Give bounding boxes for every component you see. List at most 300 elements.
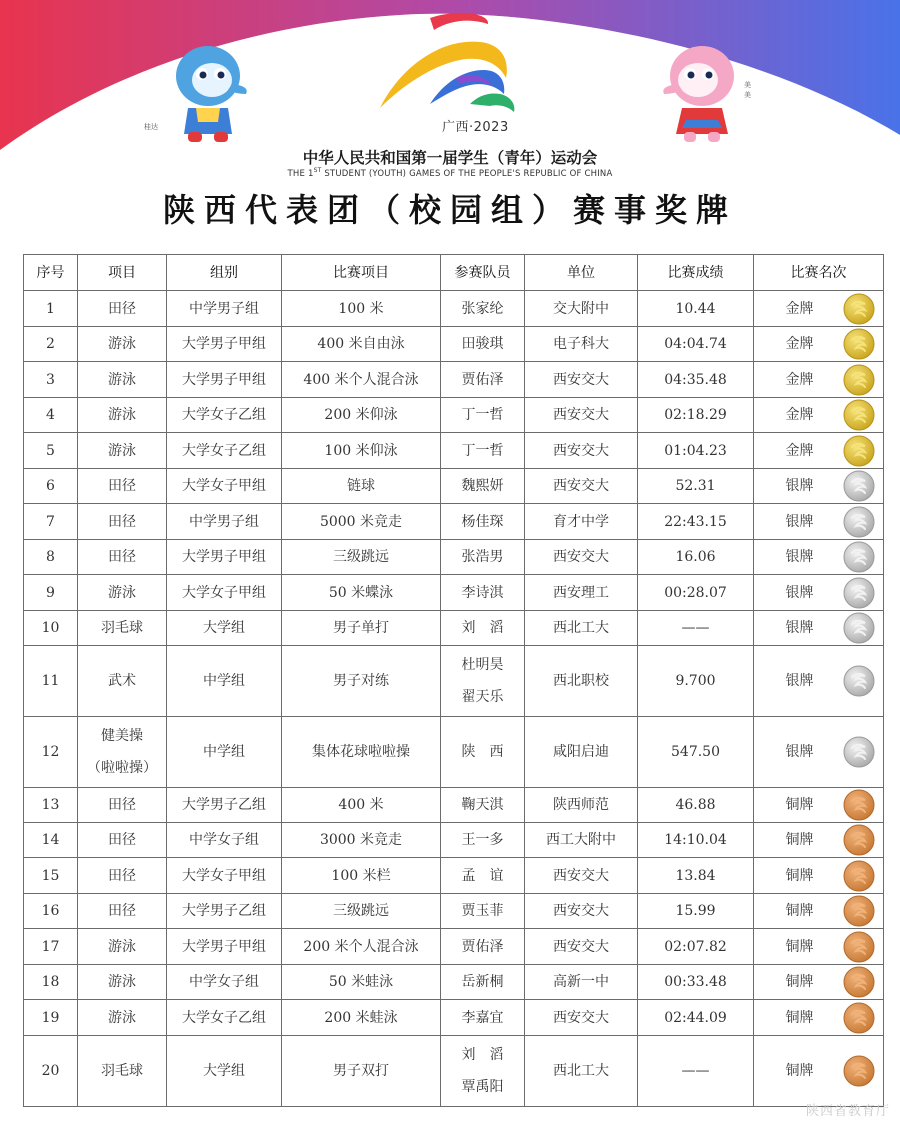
gold-medal-icon [843,293,875,325]
event-cell [282,611,441,646]
column-header: 比赛名次 [754,255,884,291]
bronze-medal-icon [843,789,875,821]
event-cell [282,1036,441,1107]
event-cell-text: 男子对练 [333,673,389,689]
event-cell [282,469,441,504]
event-cell-text: 50 米蝶泳 [328,584,394,601]
row-number [24,611,78,646]
result-cell [638,362,754,398]
bronze-medal-icon [843,931,875,963]
table-row [24,362,884,398]
result-cell-text: 02:18.29 [664,407,727,423]
row-number [24,717,78,788]
athlete-cell [441,611,525,646]
group-cell [167,858,282,894]
sport-cell-text: 田径 [108,867,136,884]
group-cell-text: 中学男子组 [189,513,259,530]
dolphin-mascot-left [144,36,258,152]
row-number [24,291,78,327]
rank-cell [754,504,884,540]
group-cell-text: 大学男子甲组 [182,938,266,955]
row-number [24,469,78,504]
medal-label: 银牌 [785,620,814,636]
unit-cell [525,823,638,858]
sport-cell [78,398,167,433]
unit-cell [525,362,638,398]
medal-label: 银牌 [785,478,814,494]
sport-cell [78,1036,167,1107]
sport-cell-text: 游泳 [108,1009,136,1026]
column-header: 参赛队员 [441,255,525,291]
row-number [24,858,78,894]
row-number [24,327,78,362]
result-cell-text: 14:10.04 [664,832,727,848]
result-cell-text: —— [681,620,710,636]
result-cell [638,646,754,717]
group-cell-text: 大学女子乙组 [182,442,266,459]
unit-cell-text: 陕西师范 [553,797,609,813]
sport-cell-text: 游泳 [108,584,136,601]
result-cell [638,540,754,575]
athlete-cell [441,823,525,858]
event-cell-text: 链球 [347,478,375,494]
group-cell [167,965,282,1000]
group-cell-text: 中学男子组 [189,300,259,317]
group-cell [167,611,282,646]
event-cell-text: 200 米个人混合泳 [303,938,419,955]
row-number-text: 17 [41,938,60,955]
group-cell [167,469,282,504]
medal-label: 铜牌 [785,903,814,919]
event-cell [282,788,441,823]
athlete-cell [441,858,525,894]
result-cell [638,291,754,327]
watermark: 陕西省教育厅 [805,1104,890,1119]
table-row [24,965,884,1000]
athlete-cell [441,398,525,433]
event-cell-text: 100 米栏 [331,867,391,884]
result-cell [638,611,754,646]
rank-cell [754,291,884,327]
athlete-cell [441,433,525,469]
row-number [24,894,78,929]
athlete-cell [441,646,525,717]
row-number-text: 7 [46,513,55,530]
group-cell [167,894,282,929]
sport-cell-text: 田径 [108,832,136,848]
group-cell-text: 大学男子甲组 [182,371,266,388]
row-number-text: 10 [41,620,60,636]
group-cell [167,788,282,823]
sport-cell-text: 羽毛球 [101,1063,143,1079]
sport-cell [78,575,167,611]
athlete-cell-text: 张家纶 [461,300,504,317]
sport-cell [78,327,167,362]
athlete-cell [441,327,525,362]
unit-cell-text: 高新一中 [553,974,609,990]
sport-cell-text: 游泳 [108,407,136,423]
athlete-cell-text: 杨佳琛 [461,513,504,530]
unit-cell-text: 西北职校 [553,673,609,689]
row-number-text: 3 [46,371,55,388]
result-cell [638,469,754,504]
result-cell [638,1036,754,1107]
unit-cell-text: 交大附中 [553,300,609,317]
athlete-cell [441,469,525,504]
medal-label: 银牌 [785,673,814,689]
column-header: 比赛成绩 [638,255,754,291]
event-cell [282,540,441,575]
row-number-text: 8 [46,549,55,565]
medal-label: 铜牌 [785,974,814,990]
games-title: 中华人民共和国第一届学生（青年）运动会 [302,149,598,167]
rank-cell [754,646,884,717]
athlete-cell-text: 王一多 [461,832,504,848]
rank-cell [754,469,884,504]
medal-label: 铜牌 [785,797,814,813]
unit-cell-text: 西安交大 [553,549,609,565]
result-cell-text: 04:35.48 [664,371,727,388]
event-cell-text: 100 米仰泳 [324,442,398,459]
sport-cell-text: 游泳 [108,974,136,990]
unit-cell [525,894,638,929]
gold-medal-icon [843,435,875,467]
sport-cell-text: 武术 [108,673,136,689]
medal-label: 铜牌 [785,867,814,884]
sport-cell-text-line2: （啦啦操） [87,760,157,776]
athlete-cell-text-line2: 翟天乐 [461,689,504,705]
row-number-text: 15 [41,867,60,884]
table-row [24,858,884,894]
row-number-text: 13 [41,797,60,813]
athlete-cell [441,504,525,540]
result-cell-text: 10.44 [675,300,716,317]
event-cell [282,327,441,362]
group-cell-text: 大学女子乙组 [182,407,266,423]
unit-cell [525,788,638,823]
group-cell [167,717,282,788]
event-cell [282,858,441,894]
unit-cell [525,575,638,611]
event-cell-text: 200 米蛙泳 [324,1009,398,1026]
event-cell-text: 3000 米竞走 [319,832,403,848]
table-row [24,291,884,327]
group-cell-text: 中学组 [203,744,245,760]
result-cell-text: 00:33.48 [664,974,727,990]
unit-cell-text: 西北工大 [553,1063,609,1079]
event-cell-text: 集体花球啦啦操 [312,744,410,760]
event-cell [282,1000,441,1036]
result-cell [638,504,754,540]
unit-cell [525,929,638,965]
event-cell-text: 三级跳远 [333,549,389,565]
event-cell-text: 三级跳远 [333,903,389,919]
medal-label: 金牌 [785,300,814,317]
rank-cell [754,717,884,788]
silver-medal-icon [843,577,875,609]
sport-cell [78,469,167,504]
rank-cell [754,929,884,965]
event-cell-text: 400 米自由泳 [317,336,405,352]
unit-cell-text: 咸阳启迪 [553,744,609,760]
unit-cell [525,540,638,575]
group-cell [167,504,282,540]
sport-cell-text: 健美操 [101,728,143,744]
event-cell [282,965,441,1000]
sport-cell [78,291,167,327]
row-number-text: 5 [46,442,55,459]
unit-cell [525,291,638,327]
event-cell [282,646,441,717]
rank-cell [754,575,884,611]
group-cell [167,433,282,469]
group-cell [167,646,282,717]
mascot-left-name: 桂达 [144,123,158,131]
table-row [24,575,884,611]
group-cell-text: 中学女子组 [189,974,259,990]
result-cell [638,327,754,362]
silver-medal-icon [843,665,875,697]
athlete-cell-text-line2: 覃禹阳 [461,1079,504,1095]
sport-cell [78,433,167,469]
sport-cell-text: 田径 [108,513,136,530]
medal-label: 铜牌 [785,1063,814,1079]
table-row [24,717,884,788]
medal-label: 金牌 [785,442,814,459]
sport-cell-text: 游泳 [108,938,136,955]
athlete-cell [441,894,525,929]
table-row [24,611,884,646]
event-cell [282,575,441,611]
sport-cell-text: 田径 [108,300,136,317]
bronze-medal-icon [843,1002,875,1034]
unit-cell-text: 西工大附中 [546,832,616,848]
row-number-text: 4 [46,407,55,423]
event-cell [282,823,441,858]
result-cell-text: 52.31 [675,478,716,494]
sport-cell-text: 田径 [108,549,136,565]
athlete-cell-text: 丁一哲 [461,407,504,423]
row-number-text: 12 [41,744,60,760]
row-number-text: 14 [41,832,60,848]
table-row [24,1000,884,1036]
column-header: 项目 [78,255,167,291]
silver-medal-icon [843,470,875,502]
unit-cell [525,469,638,504]
sport-cell [78,858,167,894]
medal-label: 银牌 [785,584,814,601]
table-row [24,894,884,929]
gold-medal-icon [843,364,875,396]
rank-cell [754,540,884,575]
silver-medal-icon [843,612,875,644]
athlete-cell [441,1036,525,1107]
athlete-cell-text: 贾佑泽 [461,371,504,388]
athlete-cell [441,965,525,1000]
athlete-cell [441,291,525,327]
event-cell-text: 400 米 [338,797,384,813]
sport-cell [78,504,167,540]
athlete-cell-text: 贾玉菲 [461,903,504,919]
group-cell-text: 中学组 [203,673,245,689]
table-row [24,929,884,965]
event-cell [282,433,441,469]
group-cell-text: 大学女子甲组 [182,867,266,884]
rank-cell [754,433,884,469]
page-title: 陕西代表团（校园组）赛事奖牌 [162,191,737,229]
group-cell-text: 大学组 [203,620,245,636]
row-number [24,646,78,717]
event-cell [282,504,441,540]
medal-label: 银牌 [785,549,814,565]
unit-cell-text: 西北工大 [553,620,609,636]
group-cell [167,362,282,398]
athlete-cell-text: 刘 滔 [461,1047,504,1063]
rank-cell [754,823,884,858]
row-number-text: 20 [41,1063,60,1079]
row-number [24,398,78,433]
group-cell [167,929,282,965]
medal-label: 铜牌 [785,1009,814,1026]
unit-cell-text: 西安交大 [553,903,609,919]
result-cell [638,965,754,1000]
event-cell [282,717,441,788]
table-row [24,540,884,575]
unit-cell [525,433,638,469]
mascot-right-name: 美美 [744,81,751,99]
sport-cell [78,1000,167,1036]
unit-cell-text: 西安交大 [553,478,609,494]
table-row [24,469,884,504]
athlete-cell [441,362,525,398]
table-row [24,823,884,858]
medal-label: 铜牌 [785,832,814,848]
silver-medal-icon [843,736,875,768]
athlete-cell-text: 丁一哲 [461,442,504,459]
athlete-cell-text: 李诗淇 [461,584,504,601]
athlete-cell-text: 田骏琪 [461,336,504,352]
row-number [24,929,78,965]
group-cell-text: 大学男子甲组 [182,336,266,352]
group-cell [167,575,282,611]
sport-cell [78,611,167,646]
result-cell [638,858,754,894]
result-cell [638,717,754,788]
unit-cell-text: 电子科大 [553,336,609,352]
rank-cell [754,858,884,894]
event-cell-text: 50 米蛙泳 [328,974,394,990]
unit-cell [525,327,638,362]
dolphin-mascot-right [652,36,752,152]
athlete-cell-text: 孟 谊 [461,867,504,884]
rank-cell [754,362,884,398]
athlete-cell-text: 张浩男 [461,549,504,565]
athlete-cell [441,929,525,965]
games-logo [360,8,530,128]
row-number [24,965,78,1000]
medal-label: 金牌 [785,407,814,423]
event-cell-text: 400 米个人混合泳 [303,371,419,388]
group-cell-text: 大学男子乙组 [182,797,266,813]
rank-cell [754,611,884,646]
table-header-row [24,255,884,291]
unit-cell-text: 西安交大 [553,867,609,884]
event-cell-text: 100 米 [338,300,384,317]
group-cell-text: 大学女子乙组 [182,1009,266,1026]
athlete-cell-text: 刘 滔 [461,620,504,636]
result-cell-text: 13.84 [675,867,716,884]
bronze-medal-icon [843,1055,875,1087]
sport-cell-text: 田径 [108,797,136,813]
row-number-text: 2 [46,336,55,352]
bronze-medal-icon [843,895,875,927]
sport-cell [78,717,167,788]
table-row [24,327,884,362]
gold-medal-icon [843,399,875,431]
row-number [24,433,78,469]
result-cell-text: 16.06 [675,549,716,565]
table-row [24,504,884,540]
result-cell-text: 9.700 [675,673,716,689]
result-cell-text: 00:28.07 [664,584,727,601]
table-row [24,433,884,469]
row-number-text: 9 [46,584,55,601]
unit-cell-text: 西安交大 [553,1009,609,1026]
rank-cell [754,1036,884,1107]
result-cell-text: 02:07.82 [664,938,727,955]
table-row [24,398,884,433]
column-header: 序号 [24,255,78,291]
medal-table [23,254,884,1107]
table-row [24,646,884,717]
event-cell [282,398,441,433]
unit-cell [525,965,638,1000]
athlete-cell-text: 鞠天淇 [461,797,504,813]
medal-label: 铜牌 [785,938,814,955]
result-cell [638,433,754,469]
event-cell-text: 200 米仰泳 [324,407,398,423]
unit-cell [525,611,638,646]
medal-label: 银牌 [785,744,814,760]
event-cell [282,291,441,327]
row-number [24,362,78,398]
row-number [24,540,78,575]
row-number-text: 11 [41,673,60,689]
athlete-cell-text: 魏熙妍 [461,478,504,494]
group-cell [167,1036,282,1107]
rank-cell [754,327,884,362]
group-cell-text: 大学女子甲组 [182,478,266,494]
sport-cell [78,965,167,1000]
result-cell [638,929,754,965]
games-subtitle: THE 1ST STUDENT (YOUTH) GAMES OF THE PEOPLE'S REPUBLIC OF CHINA [287,167,613,179]
group-cell-text: 大学女子甲组 [182,584,266,601]
unit-cell-text: 西安交大 [553,938,609,955]
column-header: 组别 [167,255,282,291]
athlete-cell [441,540,525,575]
result-cell-text: —— [681,1063,710,1079]
group-cell [167,327,282,362]
athlete-cell [441,575,525,611]
sport-cell-text: 田径 [108,903,136,919]
sport-cell [78,894,167,929]
rank-cell [754,965,884,1000]
unit-cell [525,858,638,894]
logo-year-text: 广西·2023 [442,120,509,135]
table-row [24,1036,884,1107]
unit-cell [525,504,638,540]
column-header: 单位 [525,255,638,291]
